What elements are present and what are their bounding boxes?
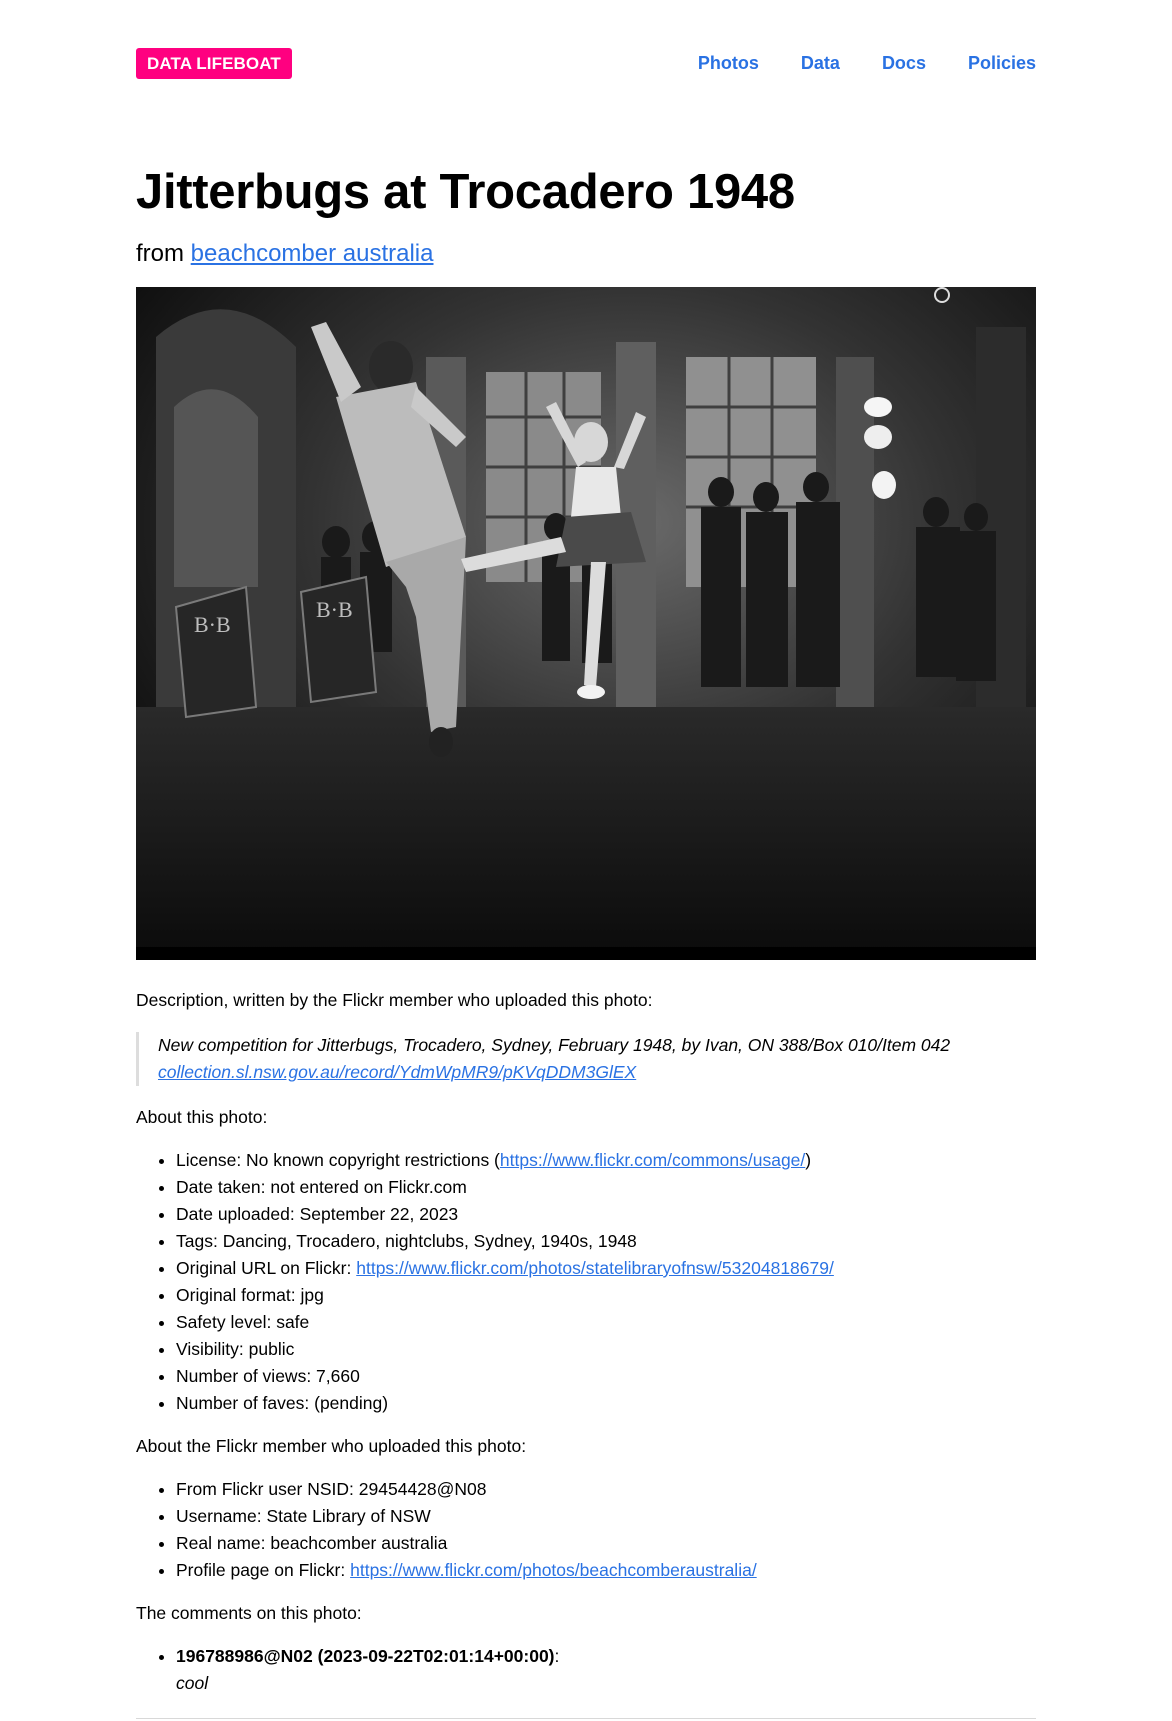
description-quote	[136, 1032, 1036, 1086]
tags: Tags: Dancing, Trocadero, nightclubs, Sydney, 1940s, 1948	[176, 1231, 637, 1251]
member-realname: Real name: beachcomber australia	[176, 1533, 448, 1553]
list-item	[176, 1309, 1036, 1336]
visibility: Visibility: public	[176, 1339, 295, 1359]
nav-photos-link[interactable]: Photos	[697, 53, 759, 73]
profile-link[interactable]: https://www.flickr.com/photos/beachcomberaustralia/	[350, 1560, 757, 1580]
description-intro: Description, written by the Flickr member who uploaded this photo:	[136, 990, 653, 1010]
view-count: Number of views: 7,660	[176, 1366, 360, 1386]
original-url-link[interactable]: https://www.flickr.com/photos/statelibraryofnsw/53204818679/	[356, 1258, 834, 1278]
member-nsid: From Flickr user NSID: 29454428@N08	[176, 1479, 487, 1499]
original-format: Original format: jpg	[176, 1285, 324, 1305]
divider	[136, 1718, 1036, 1719]
member-username: Username: State Library of NSW	[176, 1506, 431, 1526]
photo-byline	[136, 236, 433, 272]
list-item	[176, 1147, 1036, 1174]
photo-illustration	[136, 287, 1036, 960]
profile-label: Profile page on Flickr:	[176, 1560, 351, 1580]
comment-author: 196788986@N02 (2023-09-22T02:01:14+00:00)	[176, 1646, 555, 1666]
page-title: Jitterbugs at Trocadero 1948	[136, 165, 795, 219]
uploader-link[interactable]: beachcomber australia	[190, 240, 434, 267]
byline-prefix: from	[136, 240, 184, 267]
nav-data-link[interactable]: Data	[800, 53, 840, 73]
list-item	[176, 1476, 1036, 1503]
nav-docs-link[interactable]: Docs	[881, 53, 926, 73]
date-taken: Date taken: not entered on Flickr.com	[176, 1177, 467, 1197]
safety-level: Safety level: safe	[176, 1312, 310, 1332]
svg-text:B·B: B·B	[194, 612, 231, 637]
list-item	[176, 1201, 1036, 1228]
list-item	[176, 1557, 1036, 1584]
comment-text: cool	[176, 1673, 209, 1693]
about-heading: About this photo:	[136, 1107, 268, 1127]
nav-policies-link[interactable]: Policies	[967, 53, 1036, 73]
list-item	[176, 1363, 1036, 1390]
original-url-label: Original URL on Flickr:	[176, 1258, 357, 1278]
comments-heading: The comments on this photo:	[136, 1603, 362, 1623]
main-nav	[698, 48, 1036, 79]
fave-count: Number of faves: (pending)	[176, 1393, 389, 1413]
list-item	[176, 1174, 1036, 1201]
data-lifeboat-logo[interactable]: DATA LIFEBOAT	[136, 48, 292, 79]
list-item	[176, 1336, 1036, 1363]
list-item	[176, 1228, 1036, 1255]
list-item	[176, 1255, 1036, 1282]
member-heading: About the Flickr member who uploaded this photo:	[136, 1436, 527, 1456]
about-list	[136, 1147, 1036, 1417]
list-item	[176, 1530, 1036, 1557]
svg-text:B·B: B·B	[316, 597, 353, 622]
license-label: License: No known copyright restrictions (	[176, 1150, 500, 1170]
member-list	[136, 1476, 1036, 1584]
list-item	[176, 1503, 1036, 1530]
comment-item	[176, 1643, 1036, 1697]
date-uploaded: Date uploaded: September 22, 2023	[176, 1204, 459, 1224]
list-item	[176, 1282, 1036, 1309]
comments-list	[136, 1643, 1036, 1697]
description-text: New competition for Jitterbugs, Trocadero, Sydney, February 1948, by Ivan, ON 388/Box 010/Item 042	[158, 1035, 951, 1055]
photo[interactable]	[136, 287, 1036, 960]
license-link[interactable]: https://www.flickr.com/commons/usage/	[499, 1150, 806, 1170]
description-link[interactable]: collection.sl.nsw.gov.au/record/YdmWpMR9/pKVqDDM3GlEX	[158, 1062, 637, 1082]
comment-sep: :	[554, 1646, 560, 1666]
list-item	[176, 1390, 1036, 1417]
license-suffix: )	[805, 1150, 812, 1170]
photo-details	[136, 987, 1036, 1713]
site-header	[136, 48, 1036, 80]
